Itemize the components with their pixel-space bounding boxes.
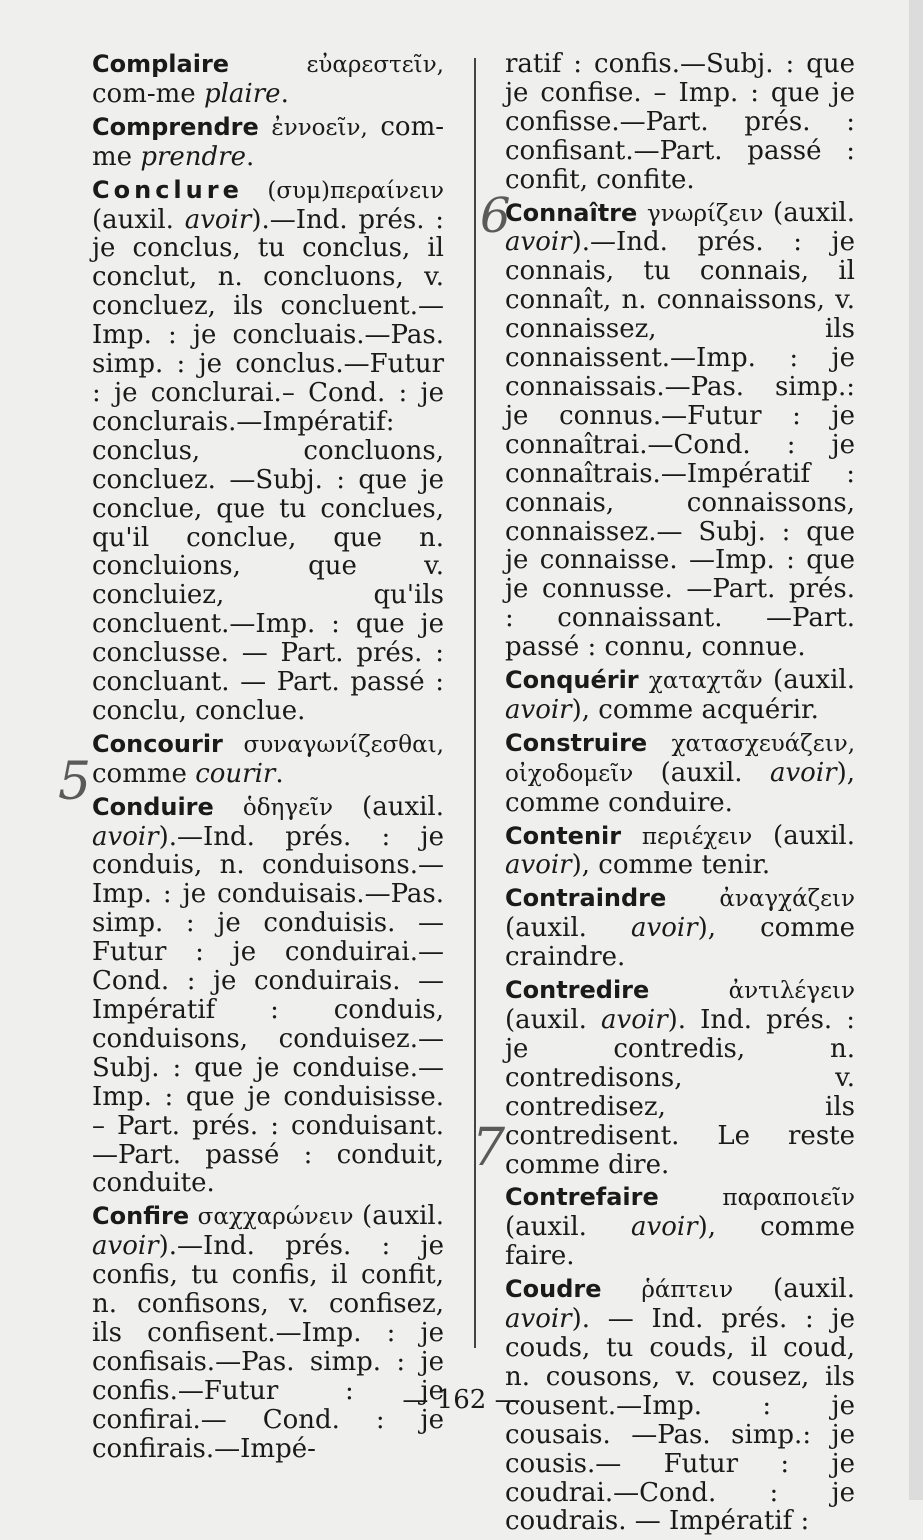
headword: Contrefaire — [505, 1183, 659, 1212]
entry-concourir: Concourir συναγωνίζεσθαι, comme courir. — [92, 729, 444, 789]
greek-translation: παραποιεῖν — [722, 1185, 855, 1212]
greek-translation: γνωρίζειν — [646, 200, 764, 227]
headword: Contraindre — [505, 884, 667, 913]
greek-translation: περιέχειν — [641, 823, 753, 850]
handwritten-mark-5: 5 — [58, 752, 92, 812]
greek-translation: ἐννοεῖν, — [271, 114, 368, 141]
greek-translation: χαταχτᾶν — [648, 668, 763, 695]
page-edge-shadow — [909, 0, 923, 1500]
greek-translation: ῥάπτειν — [641, 1277, 734, 1304]
left-column — [92, 50, 444, 1468]
entry-conquerir: Conquérir χαταχτᾶν (auxil. avoir), comme acquérir. — [505, 665, 855, 725]
greek-translation: σαχχαρώνειν — [197, 1204, 354, 1231]
headword: Construire — [505, 728, 648, 757]
entry-confire-continued: ratif : confis.—Subj. : que je confise. – Imp. : que je confisse.—Part. prés. : confisant.—Part. passé : confit, confite. — [505, 49, 855, 195]
headword: Coudre — [505, 1275, 602, 1304]
entry-contrefaire: Contrefaire παραποιεῖν (auxil. avoir), comme faire. — [505, 1183, 855, 1272]
right-column — [505, 50, 855, 1540]
entry-complaire: Complaire εὐαρεστεῖν, com-me plaire. — [92, 50, 444, 109]
headword: Conduire — [92, 792, 214, 821]
entry-connaitre: Connaître γνωρίζειν (auxil. avoir).—Ind. prés. : je connais, tu connais, il connaît, n. connaissons, v. connaissez, ils connaissent.—Imp. : je connaissais.—Pas. simp.: je connus.—Futur : je connaîtrai.—Cond. : je connaîtrais.—Impératif : connais, connaissons, connaissez.— Subj. : que je connaisse. —Imp. : que je connusse. —Part. prés. : connaissant. —Part. passé : connu, connue. — [505, 197, 856, 663]
greek-translation: συναγωνίζεσθαι, — [243, 731, 444, 758]
headword: Concourir — [92, 729, 223, 758]
handwritten-mark-7: 7 — [472, 1118, 506, 1178]
headword: Confire — [92, 1202, 190, 1231]
headword: Conquérir — [505, 666, 639, 695]
headword: Contenir — [505, 821, 622, 850]
entry-conduire: Conduire ὁδηγεῖν (auxil. avoir).—Ind. prés. : je conduis, n. conduisons.—Imp. : je conduisais.—Pas. simp. : je conduisis. — Futur : je conduirai.—Cond. : je conduirais. — Impératif : conduis, conduisons, conduisez.—Subj. : que je conduise.—Imp. : que je conduisisse. – Part. prés. : conduisant.—Part. passé : conduit, conduite. — [92, 791, 445, 1199]
greek-translation: εὐαρεστεῖν, — [306, 52, 444, 78]
entry-construire: Construire χατασχευάζειν, οἰχοδομεῖν (auxil. avoir), comme conduire. — [505, 728, 855, 818]
headword: Comprendre — [92, 112, 259, 141]
headword: Complaire — [92, 50, 230, 78]
entry-conclure: Conclure (συμ)περαίνειν (auxil. avoir).—Ind. prés. : je conclus, tu conclus, il conclut, n. concluons, v. concluez, ils concluent.— Imp. : je concluais.—Pas. simp. : je conclus.—Futur : je conclurai.– Cond. : je conclurais.—Impératif: conclus, concluons, concluez. —Subj. : que je conclue, que tu conclues, qu'il conclue, que n. concluions, que v. concluiez, qu'ils concluent.—Imp. : que je conclusse. — Part. prés. : concluant. — Part. passé : conclu, conclue. — [92, 175, 444, 726]
entry-contenir: Contenir περιέχειν (auxil. avoir), comme tenir. — [505, 820, 856, 881]
headword: Connaître — [505, 198, 638, 227]
headword: Contredire — [505, 976, 650, 1005]
entry-confire: Confire σαχχαρώνειν (auxil. avoir).—Ind. prés. : je confis, tu confis, il confit, n. confisons, v. confisez, ils confisent.—Imp. : je confisais.—Pas. simp. : je confis.—Futur : je confirai.— Cond. : je confirais.—Impé- — [92, 1201, 445, 1464]
entry-contredire: Contredire ἀντιλέγειν (auxil. avoir). Ind. prés. : je contredis, n. contredisons, v. contredisez, ils contredisent. Le reste comme dire. — [505, 976, 856, 1180]
greek-translation: ὁδηγεῖν — [242, 794, 333, 821]
greek-translation: χατασχευάζειν, οἰχοδομεῖν — [505, 730, 855, 787]
entry-coudre: Coudre ῥάπτειν (auxil. avoir). — Ind. prés. : je couds, tu couds, il coud, n. cousons, v. cousez, ils cousent.—Imp. : je cousais. —Pas. simp.: je cousis.— Futur : je coudrai.—Cond. : je coudrais. — Impératif : — [505, 1274, 855, 1537]
greek-translation: ἀναγχάζειν — [719, 886, 855, 913]
page-number: — 162 — — [402, 1385, 521, 1415]
handwritten-mark-6: 6 — [480, 188, 511, 244]
greek-translation: (συμ)περαίνειν — [267, 177, 444, 204]
greek-translation: ἀντιλέγειν — [728, 978, 855, 1005]
headword: Conclure — [92, 175, 243, 204]
entry-comprendre: Comprendre ἐννοεῖν, com-me prendre. — [92, 111, 445, 172]
entry-contraindre: Contraindre ἀναγχάζειν (auxil. avoir), comme craindre. — [505, 884, 855, 973]
